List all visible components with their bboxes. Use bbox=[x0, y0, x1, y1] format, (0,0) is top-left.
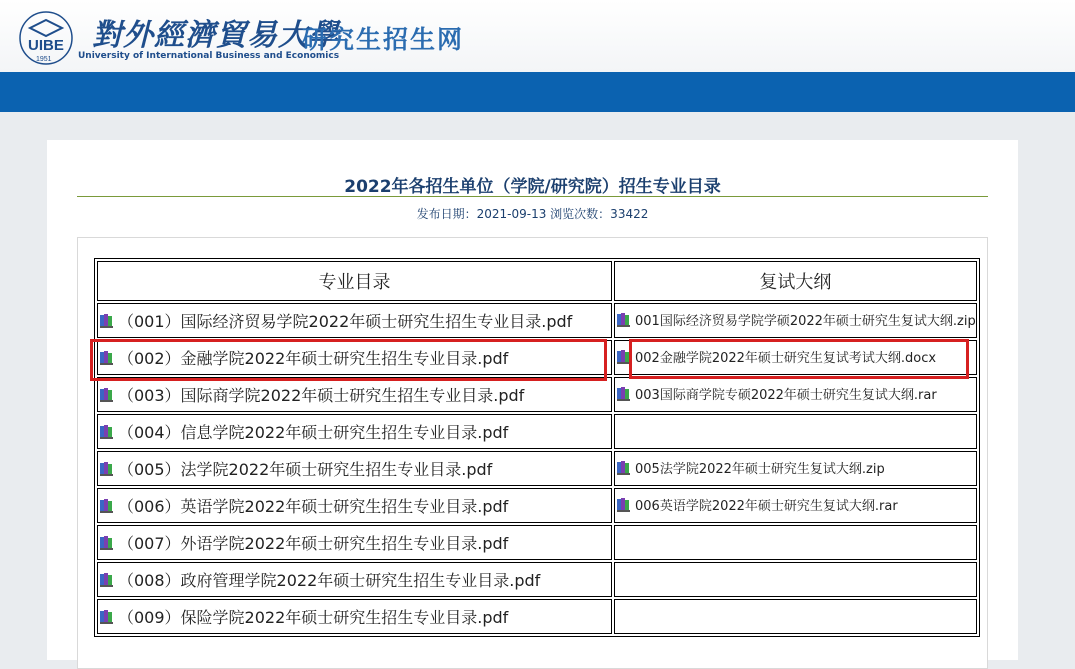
book-stack-icon bbox=[616, 386, 632, 401]
table-row bbox=[97, 599, 977, 634]
outline-file-link[interactable] bbox=[616, 310, 976, 329]
table-row bbox=[97, 562, 977, 597]
table-row bbox=[97, 451, 977, 486]
page-title: 2022年各招生单位（学院/研究院）招生专业目录 bbox=[344, 177, 721, 197]
catalog-cell bbox=[97, 488, 612, 523]
catalog-cell bbox=[97, 562, 612, 597]
outline-file-link[interactable] bbox=[616, 495, 898, 514]
catalog-file-name[interactable]: （003）国际商学院2022年硕士研究生招生专业目录.pdf bbox=[118, 386, 525, 405]
book-stack-icon bbox=[616, 497, 632, 512]
article-meta: 发布日期：2021-09-13 浏览次数：33422 bbox=[416, 207, 649, 221]
catalog-cell bbox=[97, 303, 612, 338]
outline-cell bbox=[614, 303, 977, 338]
catalog-cell bbox=[97, 414, 612, 449]
catalog-file-link[interactable] bbox=[99, 568, 540, 591]
catalog-file-link[interactable] bbox=[99, 457, 492, 480]
catalog-cell bbox=[97, 525, 612, 560]
outline-cell bbox=[614, 488, 977, 523]
catalog-file-link[interactable] bbox=[99, 420, 508, 443]
outline-file-name[interactable]: 001国际经济贸易学院学硕2022年硕士研究生复试大纲.zip bbox=[635, 314, 976, 329]
catalog-file-link[interactable] bbox=[99, 531, 508, 554]
book-stack-icon bbox=[99, 424, 115, 439]
table-row bbox=[97, 414, 977, 449]
table-row bbox=[97, 525, 977, 560]
university-name-en[interactable]: University of International Business and Economics bbox=[78, 51, 340, 61]
book-stack-icon bbox=[99, 387, 115, 402]
nav-bar bbox=[0, 72, 1075, 112]
outline-cell bbox=[614, 562, 977, 597]
catalog-file-name[interactable]: （002）金融学院2022年硕士研究生招生专业目录.pdf bbox=[118, 349, 509, 368]
catalog-file-name[interactable]: （009）保险学院2022年硕士研究生招生专业目录.pdf bbox=[118, 608, 509, 627]
book-stack-icon bbox=[99, 313, 115, 328]
outline-cell bbox=[614, 377, 977, 412]
outline-file-name[interactable]: 002金融学院2022年硕士研究生复试考试大纲.docx bbox=[635, 351, 937, 366]
title-divider bbox=[77, 196, 988, 197]
book-stack-icon bbox=[99, 609, 115, 624]
outline-file-link[interactable] bbox=[616, 458, 885, 477]
catalog-file-name[interactable]: （008）政府管理学院2022年硕士研究生招生专业目录.pdf bbox=[118, 571, 541, 590]
university-emblem-icon[interactable] bbox=[18, 10, 74, 66]
site-name[interactable]: 研究生招生网 bbox=[302, 25, 465, 54]
catalog-cell bbox=[97, 599, 612, 634]
book-stack-icon bbox=[99, 498, 115, 513]
table-header-row bbox=[97, 261, 977, 301]
book-stack-icon bbox=[99, 461, 115, 476]
catalog-file-name[interactable]: （001）国际经济贸易学院2022年硕士研究生招生专业目录.pdf bbox=[118, 312, 573, 331]
catalog-table bbox=[94, 258, 980, 637]
outline-file-name[interactable]: 006英语学院2022年硕士研究生复试大纲.rar bbox=[635, 499, 898, 514]
article-panel bbox=[47, 140, 1018, 660]
outline-file-link[interactable] bbox=[616, 384, 937, 403]
catalog-file-link[interactable] bbox=[99, 309, 572, 332]
outline-file-name[interactable]: 003国际商学院专硕2022年硕士研究生复试大纲.rar bbox=[635, 388, 937, 403]
book-stack-icon bbox=[616, 312, 632, 327]
table-row bbox=[97, 303, 977, 338]
catalog-file-link[interactable] bbox=[99, 605, 508, 628]
highlight-box-catalog-002 bbox=[90, 339, 607, 381]
svg-text:UIBE: UIBE bbox=[28, 37, 64, 54]
logo-year: 1951 bbox=[36, 56, 52, 63]
site-header bbox=[0, 0, 1075, 72]
catalog-cell bbox=[97, 377, 612, 412]
outline-cell bbox=[614, 599, 977, 634]
highlight-box-outline-002 bbox=[629, 339, 969, 379]
table-row bbox=[97, 488, 977, 523]
university-name-cn[interactable]: 對外經濟貿易大學 bbox=[92, 18, 340, 53]
outline-cell bbox=[614, 414, 977, 449]
catalog-file-link[interactable] bbox=[99, 494, 508, 517]
book-stack-icon bbox=[99, 572, 115, 587]
catalog-file-name[interactable]: （005）法学院2022年硕士研究生招生专业目录.pdf bbox=[118, 460, 493, 479]
header-outline: 复试大纲 bbox=[614, 261, 977, 301]
table-row bbox=[97, 377, 977, 412]
book-stack-icon bbox=[616, 460, 632, 475]
catalog-file-name[interactable]: （006）英语学院2022年硕士研究生招生专业目录.pdf bbox=[118, 497, 509, 516]
header-catalog: 专业目录 bbox=[97, 261, 612, 301]
book-stack-icon bbox=[99, 535, 115, 550]
catalog-file-name[interactable]: （004）信息学院2022年硕士研究生招生专业目录.pdf bbox=[118, 423, 509, 442]
content-box bbox=[77, 237, 988, 669]
outline-cell bbox=[614, 525, 977, 560]
outline-cell bbox=[614, 451, 977, 486]
catalog-file-link[interactable] bbox=[99, 383, 524, 406]
catalog-file-name[interactable]: （007）外语学院2022年硕士研究生招生专业目录.pdf bbox=[118, 534, 509, 553]
catalog-cell bbox=[97, 451, 612, 486]
outline-file-name[interactable]: 005法学院2022年硕士研究生复试大纲.zip bbox=[635, 462, 885, 477]
